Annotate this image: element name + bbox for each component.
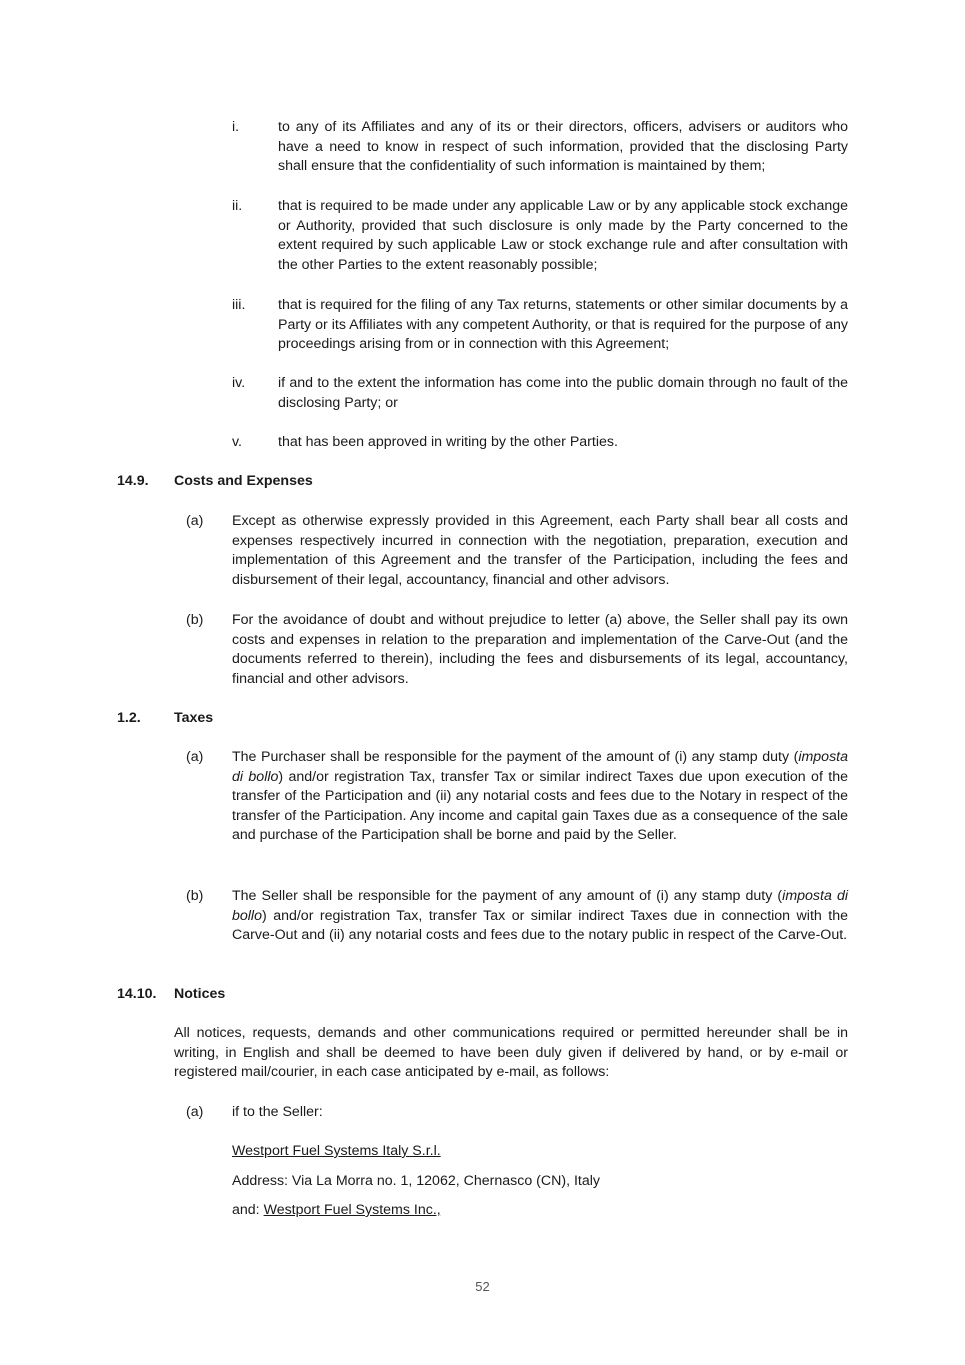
company-name-2: Westport Fuel Systems Inc., [263,1202,441,1218]
taxes-clause-b [186,887,848,946]
section-title: Costs and Expenses [174,473,313,489]
list-number: iv. [232,375,246,391]
section-number: 14.10. [117,986,157,1002]
list-item-ii [232,197,848,275]
list-text: to any of its Affiliates and any of its or their directors, officers, advisers or auditors who have a need to know in respect of such information, provided that the disclosing Party shall ensure that the confidentiality of such information is maintained by them; [278,119,848,175]
taxes-clause-a [186,748,848,846]
list-item-v [232,433,848,453]
clause-text: Except as otherwise expressly provided in this Agreement, each Party shall bear all costs and expenses respectively incurred in connection with the negotiation, preparation, execution and implementation of this Agreement and the transfer of the Participation, including the fees and disbursement of their legal, accountancy, financial and other advisors. [232,513,848,588]
and-label: and: [232,1202,264,1218]
company-name: Westport Fuel Systems Italy S.r.l. [232,1143,441,1159]
clause-text-part: The Seller shall be responsible for the payment of any amount of (i) any stamp duty ( [232,888,783,904]
clause-letter: (a) [186,749,204,765]
seller-address: Address: Via La Morra no. 1, 12062, Chernasco (CN), Italy [232,1173,601,1189]
seller-company-name [232,1142,848,1162]
list-number: ii. [232,198,243,214]
costs-clause-a [186,512,848,590]
list-text: that is required for the filing of any Tax returns, statements or other similar documents by a Party or its Affiliates with any competent Authority, or that is required for the purpose of any proceedings arising from or in connection with this Agreement; [278,297,848,353]
clause-text-part: ) and/or registration Tax, transfer Tax or similar indirect Taxes due in connection with the Carve-Out and (ii) any notarial costs and fees due to the notary public in respect of the Carve-Out. [232,907,848,944]
list-text: that has been approved in writing by the other Parties. [278,434,618,450]
clause-letter: (b) [186,888,204,904]
list-item-iii [232,296,848,355]
section-title: Notices [174,986,226,1002]
list-item-i [232,118,848,177]
list-number: v. [232,434,242,450]
section-title: Taxes [174,710,214,726]
list-text: if and to the extent the information has come into the public domain through no fault of the disclosing Party; or [278,375,848,411]
seller-and-line [232,1201,848,1221]
clause-text: if to the Seller: [232,1104,323,1120]
clause-letter: (a) [186,513,204,529]
clause-text [232,887,848,946]
clause-text [232,748,848,846]
italic-term: imposta di bollo [232,749,848,785]
list-number: i. [232,119,240,135]
clause-text-part: The Purchaser shall be responsible for the payment of the amount of (i) any stamp duty ( [232,749,799,765]
list-item-iv [232,374,848,413]
clause-text-part: ) and/or registration Tax, transfer Tax or similar indirect Taxes due upon execution of the transfer of the Participation and (ii) any notarial costs and fees due to the Notary in respect of the transfer of the Participation. Any income and capital gain Taxes due as a consequence of the sale and purchase of the Participation shall be borne and paid by the Seller. [232,768,848,844]
section-number: 14.9. [117,473,149,489]
page-number: 52 [475,1279,490,1294]
list-text: that is required to be made under any applicable Law or by any applicable stock exchange or Authority, provided that such disclosure is only made by the Party concerned to the extent required by such applicable Law or stock exchange rule and after consultation with the other Parties to the extent reasonably possible; [278,198,848,273]
italic-term: imposta di bollo [232,888,848,924]
clause-letter: (b) [186,612,204,628]
list-number: iii. [232,297,246,313]
notices-clause-a [186,1103,848,1123]
costs-clause-b [186,611,848,689]
clause-letter: (a) [186,1104,204,1120]
notices-intro: All notices, requests, demands and other communications required or permitted hereunder shall be in writing, in English and shall be deemed to have been duly given if delivered by hand, or by e-mail or registered mail/courier, in each case anticipated by e-mail, as follows: [174,1025,848,1081]
clause-text: For the avoidance of doubt and without prejudice to letter (a) above, the Seller shall pay its own costs and expenses in relation to the preparation and implementation of the Carve-Out (and the documents referred to therein), including the fees and disbursements of its legal, accountancy, financial and other advisors. [232,612,848,687]
section-number: 1.2. [117,710,141,726]
